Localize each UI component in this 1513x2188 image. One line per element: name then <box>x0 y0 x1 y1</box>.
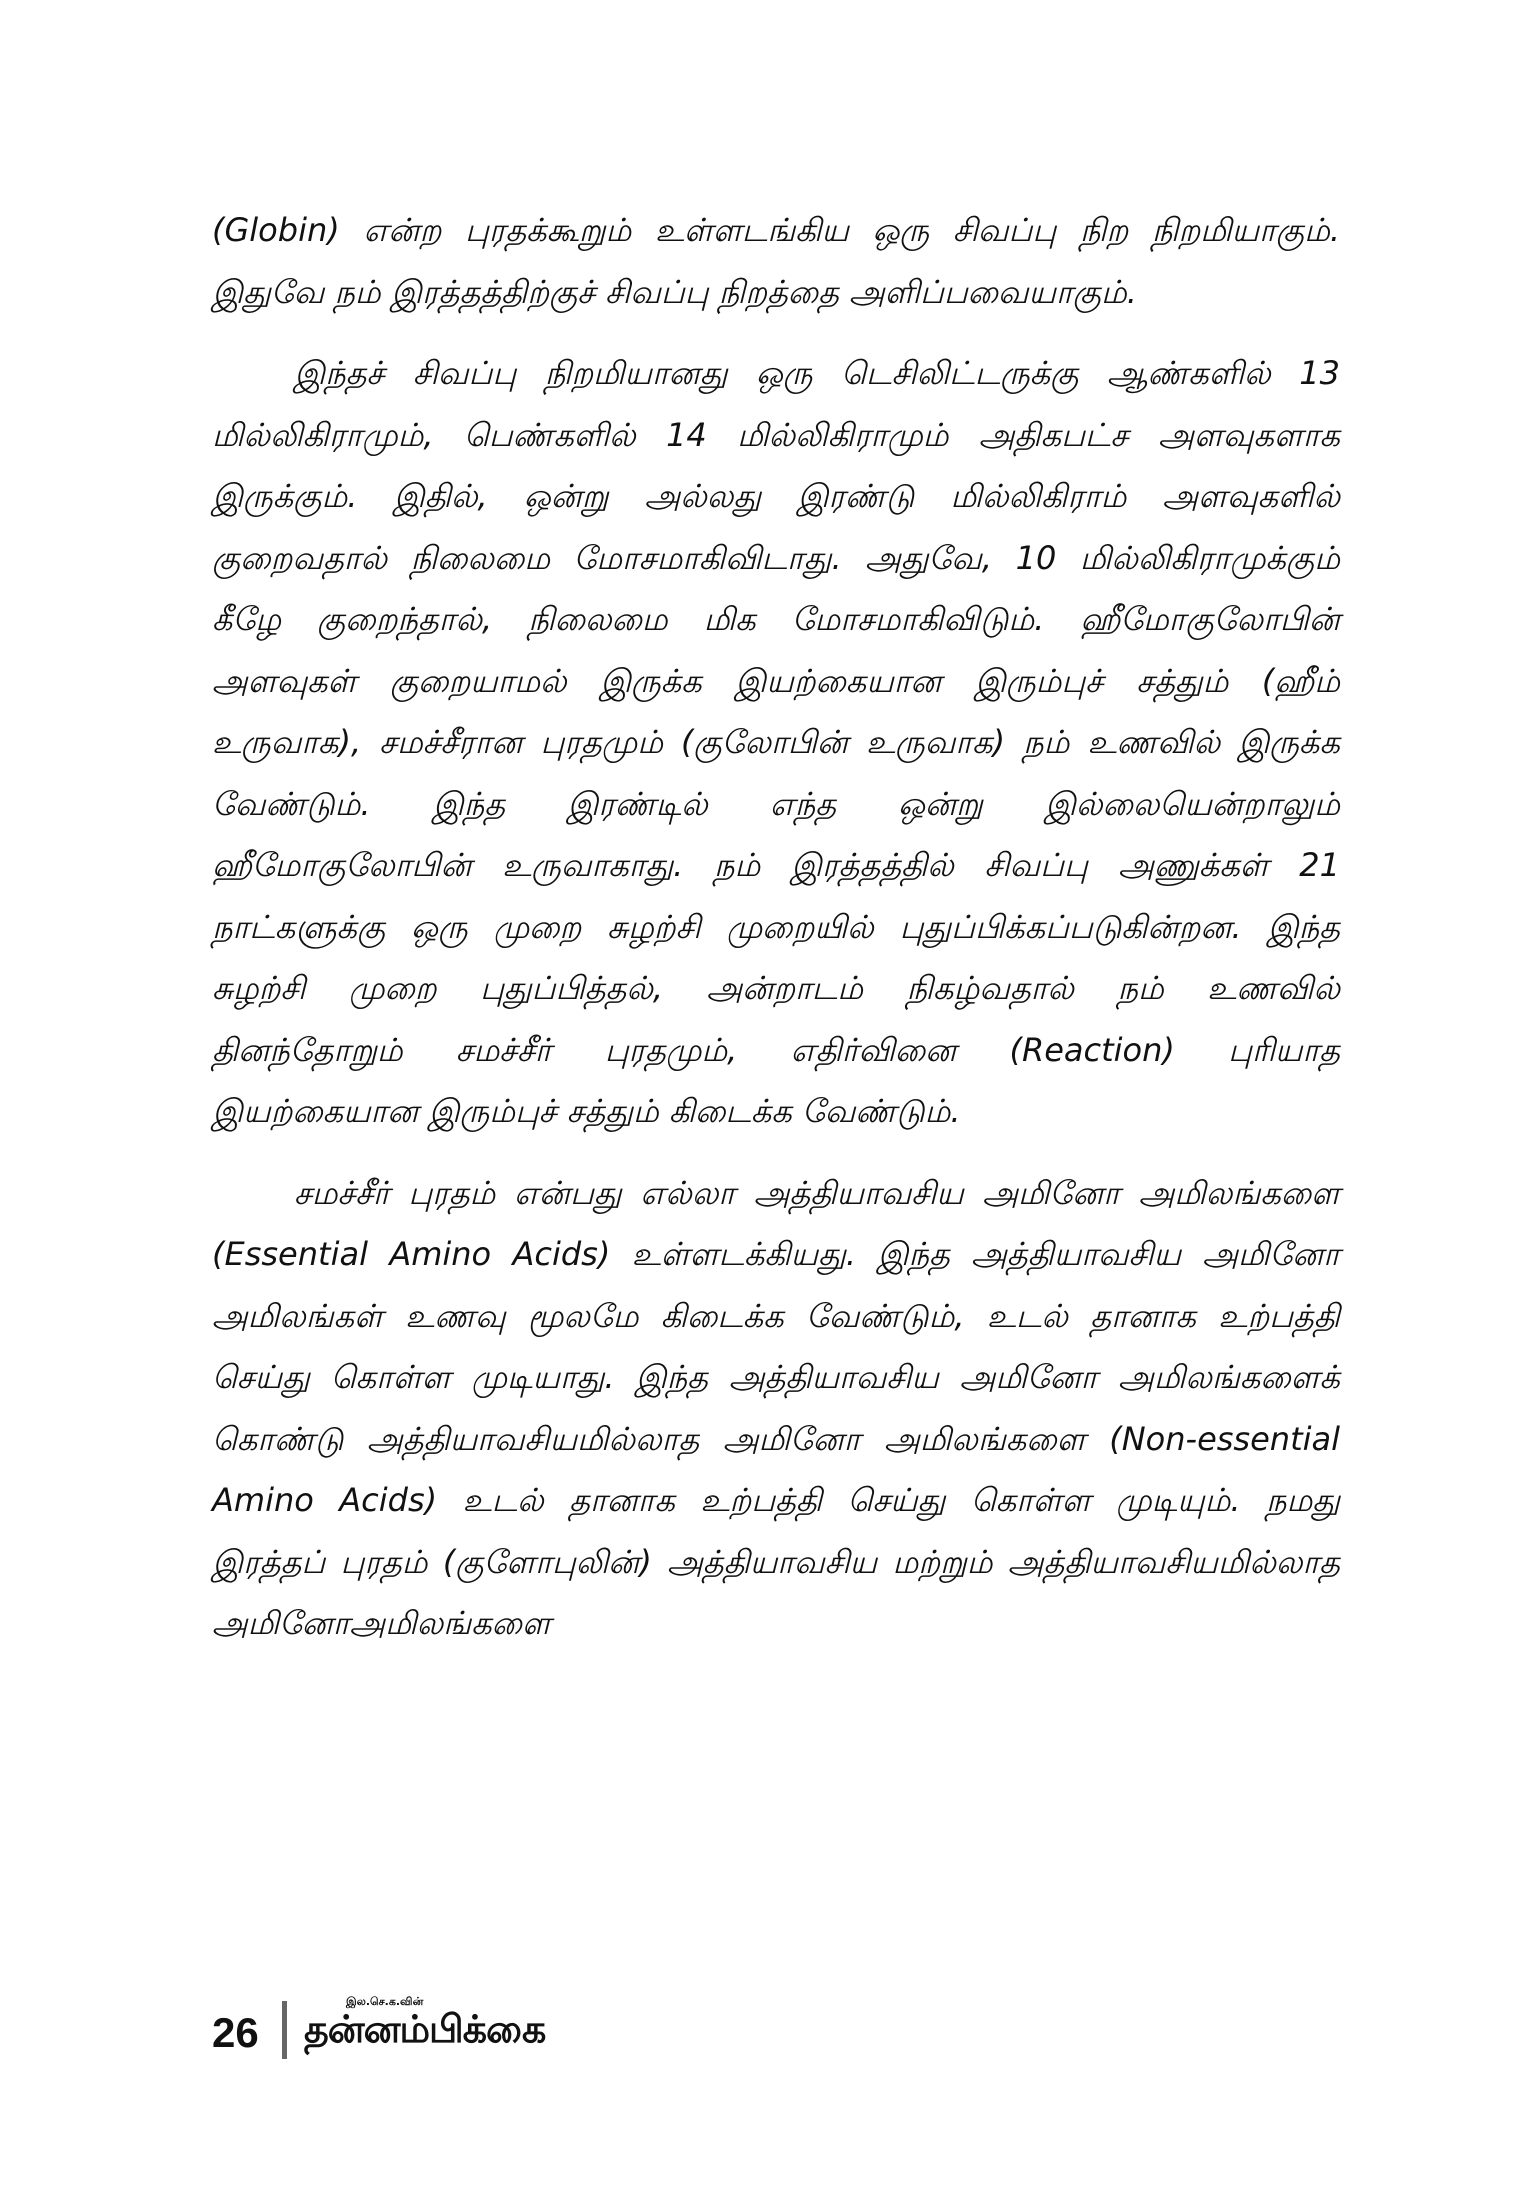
magazine-title: தன்னம்பிக்கை <box>304 2007 546 2051</box>
paragraph-3: சமச்சீர் புரதம் என்பது எல்லா அத்தியாவசிய அமினோ அமிலங்களை (Essential Amino Acids) உள்ளடக்கியது. இந்த அத்தியாவசிய அமினோ அமிலங்கள் உணவு மூலமே கிடைக்க வேண்டும், உடல் தானாக உற்பத்தி செய்து கொள்ள முடியாது. இந்த அத்தியாவசிய அமினோ அமிலங்களைக் கொண்டு அத்தியாவசியமில்லாத அமினோ அமிலங்களை (Non-essential Amino Acids) உடல் தானாக உற்பத்தி செய்து கொள்ள முடியும். நமது இரத்தப் புரதம் (குளோபுலின்) அத்தியாவசிய மற்றும் அத்தியாவசியமில்லாத அமினோஅமிலங்களை <box>212 1173 1340 1642</box>
paragraph-2: இந்தச் சிவப்பு நிறமியானது ஒரு டெசிலிட்டருக்கு ஆண்களில் 13 மில்லிகிராமும், பெண்களில் 14 மில்லிகிராமும் அதிகபட்ச அளவுகளாக இருக்கும். இதில், ஒன்று அல்லது இரண்டு மில்லிகிராம் அளவுகளில் குறைவதால் நிலைமை மோசமாகிவிடாது. அதுவே, 10 மில்லிகிராமுக்கும் கீழே குறைந்தால், நிலைமை மிக மோசமாகிவிடும். ஹீமோகுலோபின் அளவுகள் குறையாமல் இருக்க இயற்கையான இரும்புச் சத்தும் (ஹீம் உருவாக), சமச்சீரான புரதமும் (குலோபின் உருவாக) நம் உணவில் இருக்க வேண்டும். இந்த இரண்டில் எந்த ஒன்று இல்லையென்றாலும் ஹீமோகுலோபின் உருவாகாது. நம் இரத்தத்தில் சிவப்பு அணுக்கள் 21 நாட்களுக்கு ஒரு முறை சுழற்சி முறையில் புதுப்பிக்கப்படுகின்றன. இந்த சுழற்சி முறை புதுப்பித்தல், அன்றாடம் நிகழ்வதால் நம் உணவில் தினந்தோறும் சமச்சீர் புரதமும், எதிர்வினை (Reaction) புரியாத இயற்கையான இரும்புச் சத்தும் கிடைக்க வேண்டும். <box>212 354 1340 1130</box>
paragraph-1: (Globin) என்ற புரதக்கூறும் உள்ளடங்கிய ஒரு சிவப்பு நிற நிறமியாகும். இதுவே நம் இரத்தத்திற்குச் சிவப்பு நிறத்தை அளிப்பவையாகும். <box>212 211 1340 311</box>
article-body <box>212 200 1340 1655</box>
page-footer <box>212 1995 912 2065</box>
magazine-kicker: இல.செ.க.வின் <box>346 1995 424 2008</box>
page-number: 26 <box>212 2009 259 2056</box>
footer-divider <box>282 2001 287 2059</box>
